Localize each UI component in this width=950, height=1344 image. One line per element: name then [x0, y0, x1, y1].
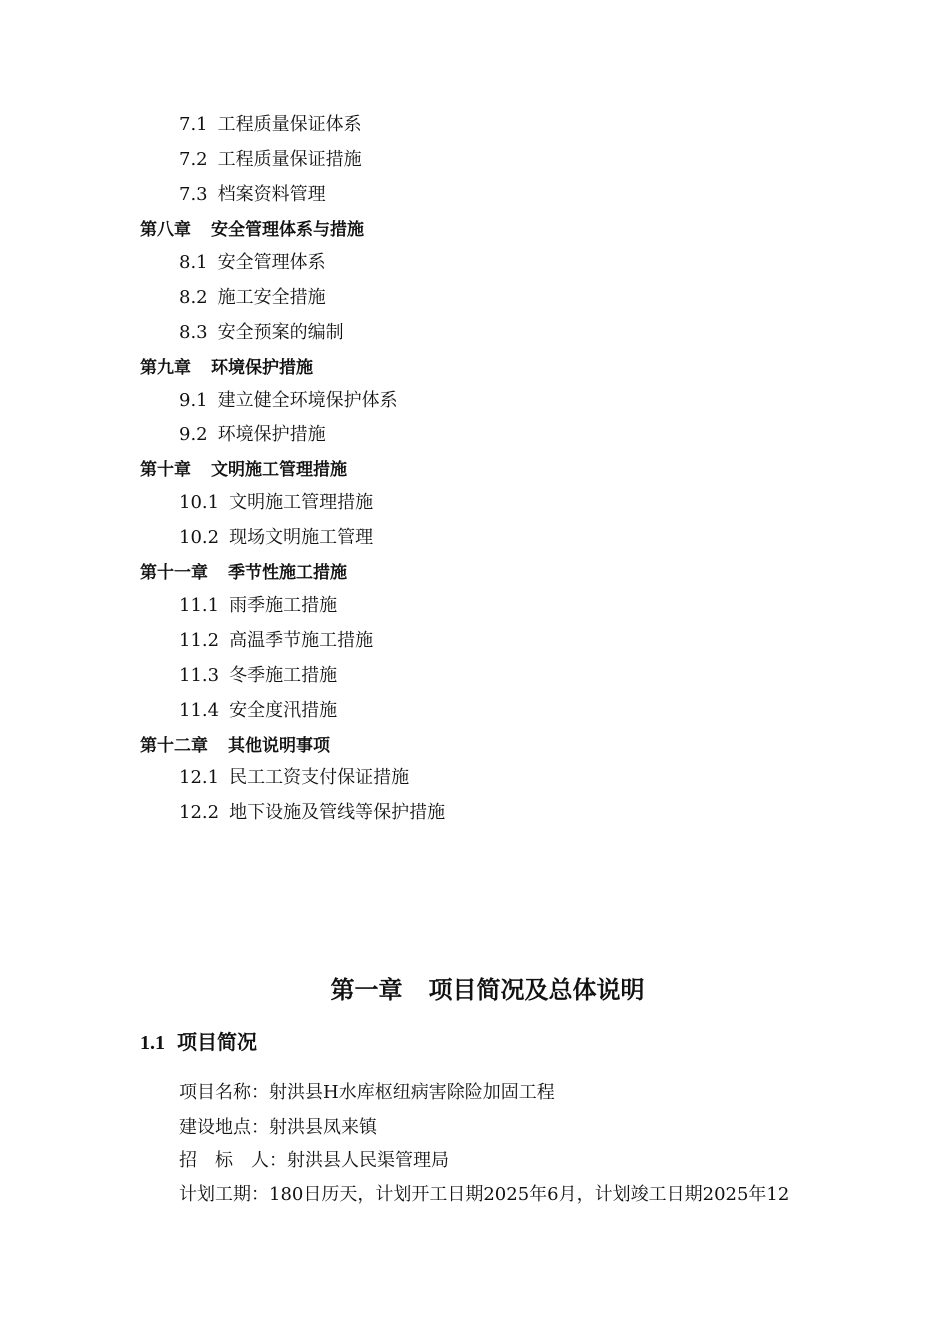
schedule-line: 计划工期：180日历天，计划开工日期2025年6月，计划竣工日期2025年12	[179, 1184, 790, 1205]
toc-chapter-number: 第十章	[140, 460, 191, 480]
toc-item-title: 安全管理体系	[217, 252, 326, 273]
toc-chapter-title: 安全管理体系与措施	[211, 220, 364, 240]
toc-item-number: 11.1	[179, 595, 220, 616]
toc-item-number: 12.1	[179, 767, 220, 788]
toc-chapter-number: 第九章	[140, 358, 191, 378]
toc-item-number: 11.3	[179, 665, 220, 686]
toc-item-number: 8.3	[179, 322, 208, 343]
toc-item-number: 8.2	[179, 287, 208, 308]
toc-item-title: 安全预案的编制	[217, 322, 344, 343]
section-number: 1.1	[140, 1032, 165, 1054]
toc-item[interactable]	[179, 149, 362, 171]
toc-item-number: 11.2	[179, 630, 220, 651]
toc-chapter-title: 文明施工管理措施	[211, 460, 347, 480]
chapter-title: 项目简况及总体说明	[428, 976, 645, 1004]
toc-item-title: 文明施工管理措施	[229, 492, 374, 513]
toc-item-title: 工程质量保证措施	[217, 149, 362, 170]
tenderer-line: 招 标 人：射洪县人民渠管理局	[179, 1150, 449, 1171]
toc-chapter-number: 第十二章	[140, 736, 208, 756]
toc-item-number: 7.2	[179, 149, 208, 170]
toc-item-title: 建立健全环境保护体系	[217, 390, 398, 411]
toc-item-title: 高温季节施工措施	[229, 630, 374, 651]
toc-item[interactable]	[179, 492, 373, 514]
toc-item[interactable]	[179, 322, 344, 344]
toc-item[interactable]	[179, 802, 445, 824]
chapter-number: 第一章	[330, 976, 403, 1004]
toc-item-number: 11.4	[179, 700, 220, 721]
toc-item[interactable]	[179, 390, 398, 412]
project-name-line: 项目名称：射洪县H水库枢纽病害除险加固工程	[179, 1082, 555, 1103]
toc-item-title: 雨季施工措施	[229, 595, 338, 616]
toc-item-title: 现场文明施工管理	[229, 527, 374, 548]
toc-chapter[interactable]	[140, 357, 313, 379]
toc-item-number: 7.1	[179, 114, 208, 135]
project-location-line: 建设地点：射洪县凤来镇	[179, 1117, 377, 1138]
toc-item[interactable]	[179, 114, 362, 136]
section-heading	[140, 1029, 257, 1056]
toc-item-title: 民工工资支付保证措施	[229, 767, 410, 788]
toc-item-number: 8.1	[179, 252, 208, 273]
toc-item-title: 安全度汛措施	[229, 700, 338, 721]
toc-item-number: 12.2	[179, 802, 220, 823]
toc-item-title: 档案资料管理	[217, 184, 326, 205]
toc-item-title: 工程质量保证体系	[217, 114, 362, 135]
toc-chapter[interactable]	[140, 459, 347, 481]
toc-item-number: 9.1	[179, 390, 208, 411]
toc-item[interactable]	[179, 595, 337, 617]
chapter-heading	[0, 975, 950, 1005]
toc-item-number: 9.2	[179, 424, 208, 445]
toc-item-title: 冬季施工措施	[229, 665, 338, 686]
toc-item-number: 10.2	[179, 527, 220, 548]
toc-item[interactable]	[179, 665, 337, 687]
toc-item-title: 地下设施及管线等保护措施	[229, 802, 446, 823]
toc-chapter[interactable]	[140, 219, 364, 241]
toc-item[interactable]	[179, 287, 326, 309]
toc-chapter-title: 环境保护措施	[211, 358, 313, 378]
toc-chapter-number: 第十一章	[140, 563, 208, 583]
toc-item[interactable]	[179, 424, 326, 446]
toc-item[interactable]	[179, 630, 373, 652]
toc-item[interactable]	[179, 700, 337, 722]
toc-item-number: 7.3	[179, 184, 208, 205]
toc-item-number: 10.1	[179, 492, 220, 513]
toc-chapter[interactable]	[140, 735, 330, 757]
toc-chapter[interactable]	[140, 562, 347, 584]
toc-item-title: 施工安全措施	[217, 287, 326, 308]
toc-chapter-title: 季节性施工措施	[228, 563, 347, 583]
toc-item[interactable]	[179, 767, 409, 789]
toc-item[interactable]	[179, 527, 373, 549]
section-title: 项目简况	[177, 1030, 257, 1054]
toc-item-title: 环境保护措施	[217, 424, 326, 445]
toc-chapter-title: 其他说明事项	[228, 736, 330, 756]
toc-chapter-number: 第八章	[140, 220, 191, 240]
toc-item[interactable]	[179, 184, 326, 206]
toc-item[interactable]	[179, 252, 326, 274]
